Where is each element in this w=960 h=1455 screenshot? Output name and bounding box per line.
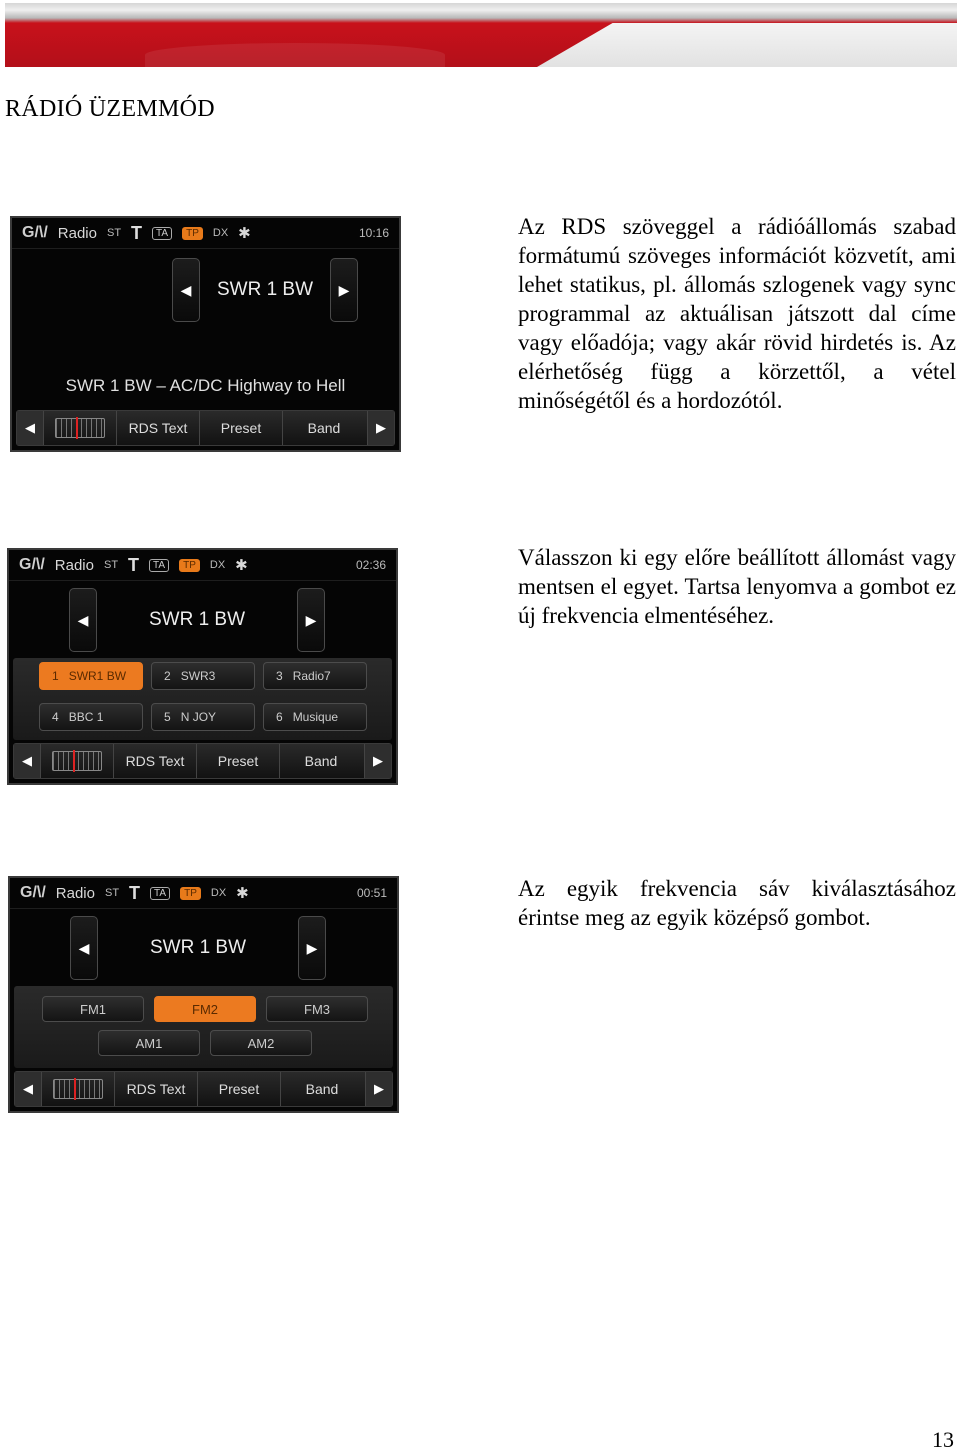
rds-text-display: SWR 1 BW – AC/DC Highway to Hell	[65, 376, 346, 395]
bottom-bar	[13, 743, 392, 779]
station-name: SWR 1 BW	[216, 279, 314, 300]
tuner-icon	[55, 418, 105, 438]
tp-indicator: TP	[180, 887, 201, 900]
preset-name: SWR3	[180, 669, 216, 683]
preset-name: Radio7	[292, 669, 331, 683]
bluetooth-icon: ✱	[238, 225, 251, 242]
station-next-button[interactable]: ▶	[297, 588, 325, 652]
seek-forward-button[interactable]: ▶	[365, 1072, 392, 1106]
preset-name: BBC 1	[68, 710, 104, 724]
seek-back-button[interactable]: ◀	[14, 744, 41, 778]
preset-grid	[13, 658, 392, 740]
paragraph-band: Az egyik frekvencia sáv kiválasztásához érintse meg az egyik középső gombot.	[518, 876, 956, 930]
band-fm1-button[interactable]: FM1	[42, 996, 144, 1022]
station-name: SWR 1 BW	[148, 609, 246, 630]
preset-5-button[interactable]	[151, 703, 255, 731]
preset-button[interactable]: Preset	[198, 1072, 281, 1106]
clock: 00:51	[356, 886, 387, 900]
brand-logo: G/\/	[20, 884, 46, 901]
preset-number: 1	[52, 669, 59, 683]
page-title: RÁDIÓ ÜZEMMÓD	[5, 96, 215, 122]
band-button[interactable]: Band	[307, 420, 341, 436]
tuner-button[interactable]	[44, 411, 117, 445]
ta-indicator: TA	[152, 227, 172, 240]
band-grid	[14, 986, 393, 1068]
band-am1-button[interactable]: AM1	[98, 1030, 200, 1056]
brand-logo: G/\/	[22, 224, 48, 241]
mode-label: Radio	[57, 224, 97, 242]
bluetooth-icon: ✱	[236, 885, 249, 902]
station-next-button[interactable]: ▶	[298, 916, 326, 980]
station-row	[12, 258, 399, 322]
bottom-bar	[16, 410, 395, 446]
clock: 10:16	[358, 226, 389, 240]
radio-screen-presets	[7, 548, 398, 785]
preset-3-button[interactable]	[263, 662, 367, 690]
tp-indicator: TP	[182, 227, 203, 240]
dx-indicator: DX	[209, 559, 226, 571]
status-bar	[9, 550, 396, 581]
preset-2-button[interactable]	[151, 662, 255, 690]
station-prev-button[interactable]: ◀	[70, 916, 98, 980]
header-silver-panel	[537, 23, 957, 67]
header-swoosh	[145, 43, 445, 67]
rds-text-button[interactable]: RDS Text	[115, 1072, 198, 1106]
station-prev-button[interactable]: ◀	[172, 258, 200, 322]
page-number: 13	[932, 1427, 954, 1452]
stereo-indicator: ST	[104, 887, 120, 899]
preset-number: 3	[276, 669, 283, 683]
tuner-icon	[52, 751, 102, 771]
tuner-button[interactable]	[42, 1072, 115, 1106]
paragraph-rds: Az RDS szöveggel a rádióállomás szabad formátumú szöveges információt közvetít, ami lehet statikus, pl. állomás szlogenek vagy sync programmal az aktuálisan játszott dal címe vagy előadója; vagy akár rövid hirdetés is. Az elérhetőség függ a körzettől, a vétel minőségétől és a hordozótól.	[518, 214, 956, 413]
preset-number: 4	[52, 710, 59, 724]
ta-indicator: TA	[149, 559, 169, 572]
dx-indicator: DX	[212, 227, 229, 239]
antenna-icon: T	[131, 222, 143, 243]
preset-4-button[interactable]	[39, 703, 143, 731]
band-fm3-button[interactable]: FM3	[266, 996, 368, 1022]
radio-screen-band	[8, 876, 399, 1113]
tp-indicator: TP	[179, 559, 200, 572]
antenna-icon: T	[129, 882, 141, 903]
paragraph-presets: Válasszon ki egy előre beállított állomást vagy mentsen el egyet. Tartsa lenyomva a gombot ez új frekvencia elmentéséhez.	[518, 545, 956, 628]
status-bar	[12, 218, 399, 249]
tuner-icon	[53, 1079, 103, 1099]
band-button[interactable]: Band	[304, 753, 338, 769]
mode-label: Radio	[54, 556, 94, 574]
preset-button[interactable]: Preset	[197, 744, 280, 778]
preset-name: SWR1 BW	[68, 669, 127, 683]
station-row	[9, 590, 396, 650]
dx-indicator: DX	[210, 887, 227, 899]
station-row	[10, 918, 397, 978]
antenna-icon: T	[128, 554, 140, 575]
preset-number: 6	[276, 710, 283, 724]
ta-indicator: TA	[150, 887, 170, 900]
preset-button[interactable]: Preset	[200, 411, 283, 445]
status-bar	[10, 878, 397, 909]
bottom-bar	[14, 1071, 393, 1107]
seek-forward-button[interactable]: ▶	[364, 744, 391, 778]
clock: 02:36	[355, 558, 386, 572]
station-next-button[interactable]: ▶	[330, 258, 358, 322]
preset-number: 2	[164, 669, 171, 683]
radio-screen-rds	[10, 216, 401, 452]
band-button[interactable]: Band	[305, 1081, 339, 1097]
brand-logo: G/\/	[19, 556, 45, 573]
preset-name: Musique	[292, 710, 339, 724]
band-am2-button[interactable]: AM2	[210, 1030, 312, 1056]
preset-number: 5	[164, 710, 171, 724]
station-name: SWR 1 BW	[149, 937, 247, 958]
rds-text-button[interactable]: RDS Text	[114, 744, 197, 778]
preset-6-button[interactable]	[263, 703, 367, 731]
mode-label: Radio	[55, 884, 95, 902]
preset-1-button[interactable]	[39, 662, 143, 690]
stereo-indicator: ST	[103, 559, 119, 571]
bluetooth-icon: ✱	[235, 557, 248, 574]
stereo-indicator: ST	[106, 227, 122, 239]
rds-text-button[interactable]: RDS Text	[117, 411, 200, 445]
tuner-button[interactable]	[41, 744, 114, 778]
seek-forward-button[interactable]: ▶	[367, 411, 394, 445]
seek-back-button[interactable]: ◀	[15, 1072, 42, 1106]
seek-back-button[interactable]: ◀	[17, 411, 44, 445]
preset-name: N JOY	[180, 710, 217, 724]
band-fm2-button[interactable]: FM2	[154, 996, 256, 1022]
station-prev-button[interactable]: ◀	[69, 588, 97, 652]
header-band	[5, 3, 957, 67]
